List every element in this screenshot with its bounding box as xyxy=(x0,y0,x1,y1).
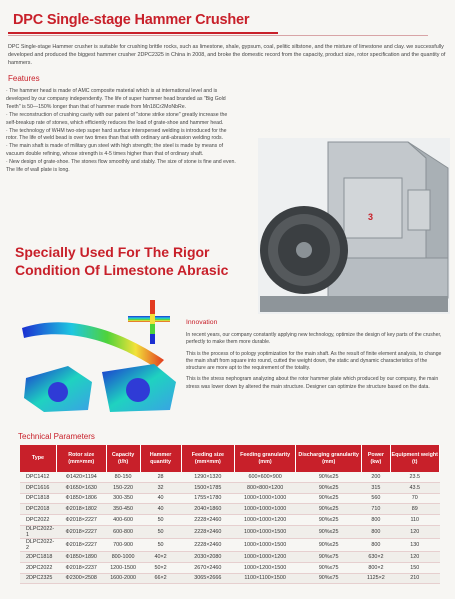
headline-line-2: Condition Of Limestone Abrasic xyxy=(15,262,229,278)
crusher-photo xyxy=(258,138,450,314)
feature-item: · The hammer head is made of AMC composite material which is at international level and is developed by our company independently. The life of super hammer head branded as "Big Gold Teeth" is 50—150% longer than that of hammer made from Mn18Cr2MoNbRe. xyxy=(6,88,226,110)
table-cell: 90%≤75 xyxy=(296,573,362,584)
table-cell: 70 xyxy=(390,493,440,504)
table-cell: 90%≤25 xyxy=(296,493,362,504)
table-cell: 120 xyxy=(390,551,440,562)
page-title: DPC Single-stage Hammer Crusher xyxy=(13,12,250,28)
table-cell: 40 xyxy=(140,504,181,515)
table-cell: DPC1412 xyxy=(20,472,56,482)
feature-item: · The reconstruction of crushing cavity with our patent of "stone strike stone" greatly increase the self-breakup rate of stones, which efficiently reduces the load of grate-shoe and hammer head. xyxy=(6,111,228,126)
table-cell: Φ2018×2227 xyxy=(56,525,106,538)
table-cell: 800 xyxy=(362,515,390,526)
table-cell: 400-600 xyxy=(106,515,140,526)
table-cell: 120 xyxy=(390,525,440,538)
table-cell: 2040×1860 xyxy=(181,504,235,515)
table-row xyxy=(20,493,440,504)
table-cell: 300-350 xyxy=(106,493,140,504)
header-discharging-granularity: Discharging granularity (mm) xyxy=(296,445,362,472)
table-cell: 800×2 xyxy=(362,562,390,573)
technical-parameters-table xyxy=(20,445,440,584)
table-cell: Φ1850×1806 xyxy=(56,493,106,504)
table-cell: 3065×2666 xyxy=(181,573,235,584)
table-row xyxy=(20,538,440,551)
table-cell: Φ2018×2227 xyxy=(56,515,106,526)
innovation-paragraph: This is the stress nephogram analyzing about the rotor hammer plate which produced by our company, the main stress was lower down by altered the main structure. Designer can optimize the structure based on the data. xyxy=(186,376,439,390)
header-power: Power (kw) xyxy=(362,445,390,472)
table-cell: Φ2018×2227 xyxy=(56,538,106,551)
header-feeding-size: Feeding size (mm×mm) xyxy=(181,445,235,472)
headline-line-1: Specially Used For The Rigor xyxy=(15,244,210,260)
table-cell: DPC2022 xyxy=(20,515,56,526)
headline xyxy=(15,243,265,279)
feature-item: · The main shaft is made of military gun steel with high strength; the steel is made by means of vacuum double refining, whose strength is 4-5 times higher than that of ordinary shaft. xyxy=(6,143,224,158)
innovation-paragraph: In recent years, our company constantly applying new technology, optimize the design of key parts of the crusher, perfectly to make them more durable. xyxy=(186,332,442,346)
table-cell: 1000×1200×1500 xyxy=(235,562,296,573)
table-cell: 2228×2460 xyxy=(181,525,235,538)
header-capacity: Capacity (t/h) xyxy=(106,445,140,472)
innovation-paragraph: This is the process of to pology yoptimization for the main shaft. As the result of finite element analysis, to change the main shaft from square into round, cutted the weight down, the static and dynamic characteristics of the structure are more apt to the requirement of the totality. xyxy=(186,350,442,372)
feature-item: · The technology of WHM two-step super hard surface interspersed welding is introduced for the rotor. The life of weld bead is over two times than that with ordinary anti-abrasion welding rods. xyxy=(6,127,227,142)
table-cell: 315 xyxy=(362,482,390,493)
table-cell: 50 xyxy=(140,525,181,538)
table-cell: DLPC2022-2 xyxy=(20,538,56,551)
table-cell: 110 xyxy=(390,515,440,526)
table-cell: 700-900 xyxy=(106,538,140,551)
table-cell: 1000×1000×1200 xyxy=(235,551,296,562)
fea-render-image xyxy=(14,294,182,416)
table-cell: 560 xyxy=(362,493,390,504)
table-cell: 2DPC2325 xyxy=(20,573,56,584)
table-cell: Φ1650×1630 xyxy=(56,482,106,493)
table-cell: 90%≤75 xyxy=(296,562,362,573)
table-cell: 40×2 xyxy=(140,551,181,562)
features-list xyxy=(6,88,238,175)
table-cell: 1290×1320 xyxy=(181,472,235,482)
table-cell: 1755×1780 xyxy=(181,493,235,504)
table-cell: 50 xyxy=(140,515,181,526)
table-cell: 600-800 xyxy=(106,525,140,538)
table-cell: 43.5 xyxy=(390,482,440,493)
table-cell: 1000×1000×1000 xyxy=(235,493,296,504)
table-cell: 2030×2080 xyxy=(181,551,235,562)
table-cell: Φ2018×2237 xyxy=(56,562,106,573)
table-cell: 1125×2 xyxy=(362,573,390,584)
table-cell: 200 xyxy=(362,472,390,482)
table-cell: DLPC2022-1 xyxy=(20,525,56,538)
table-cell: 1600-2000 xyxy=(106,573,140,584)
table-cell: 350-450 xyxy=(106,504,140,515)
table-cell: 630×2 xyxy=(362,551,390,562)
table-header-row xyxy=(20,445,440,472)
header-type: Type xyxy=(20,445,56,472)
table-row xyxy=(20,562,440,573)
table-cell: Φ1850×1890 xyxy=(56,551,106,562)
table-cell: 90%≤25 xyxy=(296,504,362,515)
title-underline-thin xyxy=(8,35,428,36)
table-cell: 90%≤75 xyxy=(296,551,362,562)
table-cell: Φ2300×2508 xyxy=(56,573,106,584)
header-rotor-size: Rotor size (mm×mm) xyxy=(56,445,106,472)
table-cell: 90%≤25 xyxy=(296,525,362,538)
header-equipment-weight: Equipment weight (t) xyxy=(390,445,440,472)
machine-label: 3 xyxy=(368,212,374,222)
table-cell: 1000×1000×1500 xyxy=(235,525,296,538)
table-cell: 32 xyxy=(140,482,181,493)
intro-paragraph: DPC Single-stage Hammer crusher is suitable for crushing brittle rocks, such as limestone, shale, gypsum, coal, pelitic siltstone, and the mixture of limestone and clay. we successfully developed and produced the biggest hammer crusher 2DPC2325 in China in 2008, and broke the domestic record from the capacity, product size, rotor specification and the quantity of hammers. xyxy=(8,44,446,66)
table-cell: 710 xyxy=(362,504,390,515)
table-cell: 80-150 xyxy=(106,472,140,482)
table-cell: 90%≤25 xyxy=(296,482,362,493)
table-cell: 800 xyxy=(362,525,390,538)
table-row xyxy=(20,504,440,515)
table-cell: 1000×1000×1500 xyxy=(235,538,296,551)
header-hammer-quantity: Hammer quantity xyxy=(140,445,181,472)
table-row xyxy=(20,551,440,562)
table-cell: 1000×1000×1200 xyxy=(235,515,296,526)
table-cell: 150-220 xyxy=(106,482,140,493)
table-row xyxy=(20,515,440,526)
table-row xyxy=(20,573,440,584)
table-cell: 800 xyxy=(362,538,390,551)
table-cell: 1100×1100×1500 xyxy=(235,573,296,584)
table-cell: 2228×2460 xyxy=(181,515,235,526)
table-cell: 66×2 xyxy=(140,573,181,584)
table-cell: 210 xyxy=(390,573,440,584)
table-cell: 50 xyxy=(140,538,181,551)
innovation-text xyxy=(186,332,448,395)
table-cell: 800×800×1200 xyxy=(235,482,296,493)
table-cell: 23.5 xyxy=(390,472,440,482)
table-cell: 2DPC1818 xyxy=(20,551,56,562)
table-cell: 1200-1500 xyxy=(106,562,140,573)
table-cell: DPC1616 xyxy=(20,482,56,493)
table-cell: Φ1420×1194 xyxy=(56,472,106,482)
table-row xyxy=(20,525,440,538)
table-cell: 150 xyxy=(390,562,440,573)
table-cell: 90%≤25 xyxy=(296,515,362,526)
table-cell: 2670×2460 xyxy=(181,562,235,573)
table-cell: Φ2018×1802 xyxy=(56,504,106,515)
table-cell: 600×600×900 xyxy=(235,472,296,482)
title-underline xyxy=(8,32,278,34)
table-cell: DPC1818 xyxy=(20,493,56,504)
technical-parameters-heading: Technical Parameters xyxy=(18,432,95,441)
table-cell: DPC2018 xyxy=(20,504,56,515)
table-cell: 90%≤25 xyxy=(296,538,362,551)
feature-item: · New design of grate-shoe. The stones flow smoothly and stably. The size of stone is fine and even. The life of wall plate is long. xyxy=(6,159,236,174)
table-cell: 28 xyxy=(140,472,181,482)
table-cell: 130 xyxy=(390,538,440,551)
table-cell: 1000×1000×1000 xyxy=(235,504,296,515)
table-cell: 50×2 xyxy=(140,562,181,573)
table-cell: 2228×2460 xyxy=(181,538,235,551)
table-cell: 2DPC2022 xyxy=(20,562,56,573)
table-cell: 40 xyxy=(140,493,181,504)
table-row xyxy=(20,472,440,482)
table-cell: 90%≤25 xyxy=(296,472,362,482)
header-feeding-granularity: Feeding granularity (mm) xyxy=(235,445,296,472)
table-cell: 800-1000 xyxy=(106,551,140,562)
table-cell: 1500×1785 xyxy=(181,482,235,493)
table-cell: 89 xyxy=(390,504,440,515)
table-row xyxy=(20,482,440,493)
features-heading: Features xyxy=(8,74,40,83)
innovation-heading: Innovation xyxy=(186,319,218,326)
